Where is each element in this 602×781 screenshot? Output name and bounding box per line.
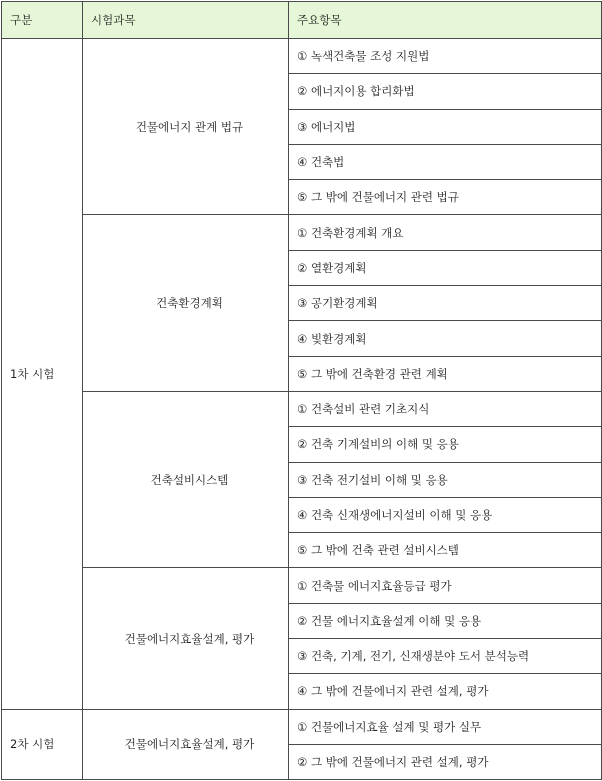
item-cell: ② 그 밖에 건물에너지 관련 설계, 평가 [289,744,602,779]
table-row [2,215,602,250]
item-cell: ④ 그 밖에 건물에너지 관련 설계, 평가 [289,674,602,709]
item-cell: ① 건물에너지효율 설계 및 평가 실무 [289,709,602,744]
header-row [2,2,602,39]
table-row [2,39,602,74]
round-label: 2차 시험 [2,709,83,780]
header-category: 구분 [2,2,83,39]
round-label: 1차 시험 [2,39,83,710]
item-cell: ③ 공기환경계획 [289,286,602,321]
exam-subjects-table [1,1,602,780]
table-row [2,568,602,603]
item-cell: ③ 건축 전기설비 이해 및 응용 [289,462,602,497]
header-subject: 시험과목 [83,2,289,39]
item-cell: ④ 건축 신재생에너지설비 이해 및 응용 [289,497,602,532]
item-cell: ③ 건축, 기계, 전기, 신재생분야 도서 분석능력 [289,639,602,674]
table-row [2,391,602,426]
subject-name: 건물에너지 관계 법규 [83,39,289,215]
item-cell: ① 건축물 에너지효율등급 평가 [289,568,602,603]
item-cell: ③ 에너지법 [289,109,602,144]
item-cell: ④ 빛환경계획 [289,321,602,356]
item-cell: ⑤ 그 밖에 건물에너지 관련 법규 [289,180,602,215]
item-cell: ② 열환경계획 [289,250,602,285]
subject-name: 건축설비시스템 [83,391,289,567]
item-cell: ① 녹색건축물 조성 지원법 [289,39,602,74]
item-cell: ② 에너지이용 합리화법 [289,74,602,109]
item-cell: ② 건물 에너지효율설계 이해 및 응용 [289,603,602,638]
item-cell: ② 건축 기계설비의 이해 및 응용 [289,427,602,462]
subject-name: 건물에너지효율설계, 평가 [83,568,289,709]
subject-name: 건축환경계획 [83,215,289,391]
item-cell: ⑤ 그 밖에 건축환경 관련 계획 [289,356,602,391]
item-cell: ⑤ 그 밖에 건축 관련 설비시스템 [289,533,602,568]
item-cell: ① 건축환경계획 개요 [289,215,602,250]
item-cell: ④ 건축법 [289,144,602,179]
item-cell: ① 건축설비 관련 기초지식 [289,391,602,426]
subject-name: 건물에너지효율설계, 평가 [83,709,289,780]
header-items: 주요항목 [289,2,602,39]
table-row [2,709,602,744]
